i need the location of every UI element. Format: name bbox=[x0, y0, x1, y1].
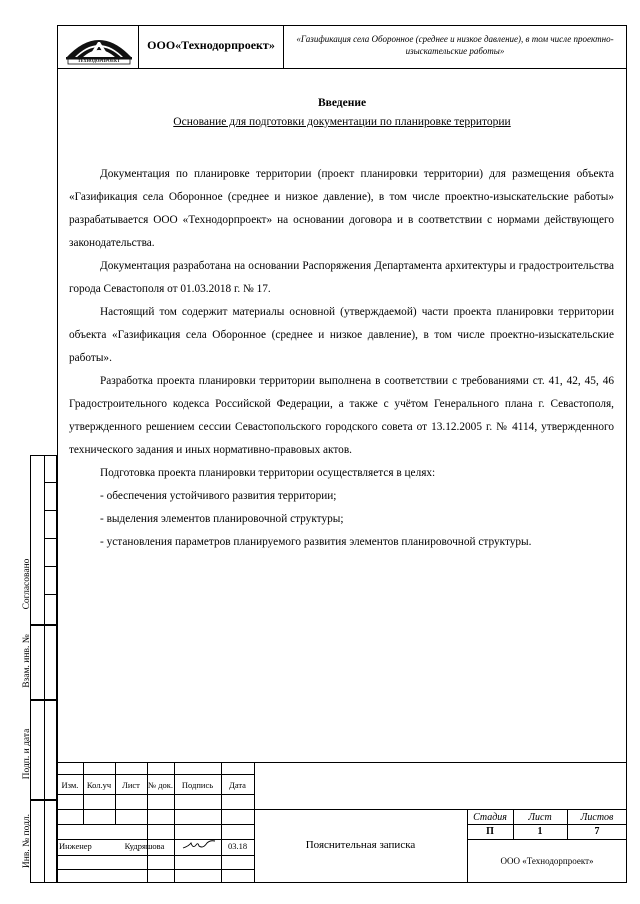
tb-name: Кудряшова bbox=[124, 841, 165, 851]
tb-line bbox=[57, 869, 254, 870]
side-agreed-divider bbox=[44, 455, 45, 625]
side-agreed-row bbox=[44, 594, 57, 595]
tb-line bbox=[57, 774, 254, 775]
paragraph: Документация разработана на основании Распоряжения Департамента архитектуры и градостроительства города Севастополя от 01.03.2018 г. № 17. bbox=[69, 260, 614, 295]
company-name: ООО«Технодорпроект» bbox=[147, 38, 275, 52]
tb-line bbox=[57, 855, 254, 856]
side-label-sign-date: Подп. и дата bbox=[22, 728, 32, 780]
paragraph: Документация по планировке территории (проект планировки территории) для размещения объекта «Газификация села Оборонное (среднее и низкое давление), в том числе проектно-изыскательские работы» разрабатывается ООО «Технодорпроект» на основании договора и в соответствии с нормами действующего законодательства. bbox=[69, 168, 614, 249]
document-body bbox=[69, 163, 614, 554]
tb-header-izm: Изм. bbox=[61, 780, 79, 790]
tb-date: 03.18 bbox=[227, 841, 248, 851]
tb-sheet-value: 1 bbox=[537, 826, 543, 837]
tb-role: Инженер bbox=[59, 841, 92, 851]
tb-sheets-label: Листов bbox=[580, 812, 614, 823]
logo-text: ТЕХНОДОРПРОЕКТ bbox=[77, 58, 121, 63]
tb-header-kol: Кол.уч bbox=[86, 780, 112, 790]
tb-stage-label: Стадия bbox=[473, 812, 507, 823]
document-subtitle: Основание для подготовки документации по планировке территории bbox=[173, 116, 511, 128]
tb-sheet-label: Лист bbox=[528, 812, 552, 823]
tb-header-sign: Подпись bbox=[181, 780, 214, 790]
side-swap-divider bbox=[44, 625, 45, 700]
tb-vline bbox=[115, 762, 116, 824]
tb-stage-value: П bbox=[486, 826, 494, 837]
header-divider bbox=[57, 68, 627, 69]
tb-sheets-value: 7 bbox=[594, 826, 600, 837]
tb-header-doc: № док. bbox=[147, 780, 174, 790]
tb-line bbox=[467, 839, 627, 840]
side-label-inv-orig: Инв. № подл. bbox=[22, 813, 32, 869]
header-divider-logo bbox=[138, 25, 139, 69]
side-agreed-row bbox=[44, 538, 57, 539]
tb-doc-name: Пояснительная записка bbox=[305, 839, 416, 851]
tb-vline bbox=[254, 762, 255, 883]
tb-top-line bbox=[57, 762, 627, 763]
paragraph: Подготовка проекта планировки территории осуществляется в целях: bbox=[100, 467, 436, 479]
tb-header-list: Лист bbox=[122, 780, 140, 790]
paragraph: Настоящий том содержит материалы основной (утверждаемой) части проекта планировки территории объекта «Газификация села Оборонное (среднее и низкое давление), в том числе проектно-изыскательские работы». bbox=[69, 306, 614, 364]
side-agreed-row bbox=[44, 510, 57, 511]
project-title: «Газификация села Оборонное (среднее и низкое давление), в том числе проектно-изыскательские работы» bbox=[296, 34, 614, 56]
side-sign-divider bbox=[44, 700, 45, 800]
header-divider-company bbox=[283, 25, 284, 69]
document-title: Введение bbox=[317, 97, 367, 109]
tb-line bbox=[57, 824, 254, 825]
tb-line bbox=[57, 839, 254, 840]
tb-line bbox=[467, 824, 627, 825]
side-label-agreed: Согласовано bbox=[22, 558, 32, 610]
tb-line bbox=[254, 809, 627, 810]
side-agreed-row bbox=[44, 566, 57, 567]
list-item: - обеспечения устойчивого развития территории; bbox=[100, 490, 337, 502]
paragraph: Разработка проекта планировки территории выполнена в соответствии с требованиями ст. 41, 42, 45, 46 Градостроительного кодекса Российской Федерации, а также с учётом Генерального плана г. Севастополя, утвержденного решением сессии Севастопольского городского совета от 13.12.2005 г. № 4114, утвержденного технического задания и иных нормативно-правовых актов. bbox=[69, 375, 614, 456]
tb-line bbox=[57, 794, 254, 795]
signature-icon bbox=[181, 837, 217, 853]
list-item: - установления параметров планируемого развития элементов планировочной структуры. bbox=[100, 536, 532, 548]
tb-line bbox=[57, 809, 254, 810]
side-inv-divider bbox=[44, 800, 45, 883]
title-block bbox=[57, 762, 627, 883]
tb-vline bbox=[83, 762, 84, 824]
list-item: - выделения элементов планировочной структуры; bbox=[100, 513, 344, 525]
tb-org: ООО «Технодорпроект» bbox=[500, 856, 594, 866]
tb-header-date: Дата bbox=[229, 780, 246, 790]
side-agreed-row bbox=[44, 482, 57, 483]
side-label-swap-inv: Взам. инв. № bbox=[22, 634, 32, 688]
